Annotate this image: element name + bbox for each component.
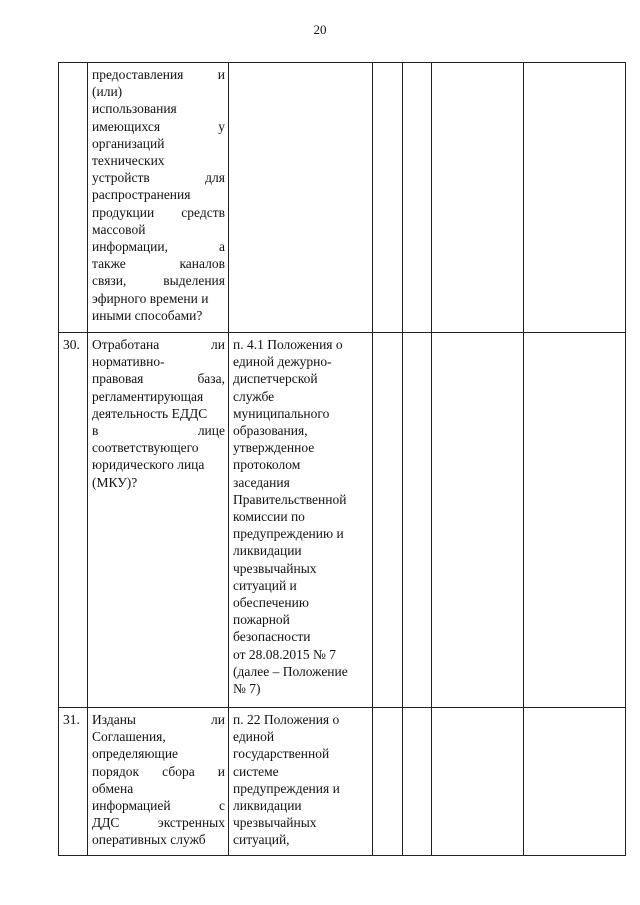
reference-line: государственной <box>233 746 330 762</box>
question-line <box>92 221 225 238</box>
reference-line: № 7) <box>233 681 261 697</box>
reference-cell <box>229 63 373 333</box>
question-word: соответствующего <box>92 440 199 456</box>
question-line <box>92 290 225 307</box>
question-line <box>92 152 225 169</box>
reference-line: ситуаций, <box>233 832 290 848</box>
question-word: (или) <box>92 84 123 100</box>
question-word: распространения <box>92 187 191 203</box>
checklist-table <box>58 62 626 856</box>
answer-no-cell <box>403 333 432 708</box>
question-cell <box>88 63 229 333</box>
answer-yes-cell <box>373 708 403 856</box>
question-word: массовой <box>92 221 146 237</box>
reference-line: заседания <box>233 474 290 490</box>
question-line <box>92 814 225 831</box>
question-word: а <box>219 239 225 255</box>
row-number: 31. <box>59 708 88 856</box>
reference-line: ситуаций и <box>233 577 297 593</box>
reference-line: службе <box>233 388 275 404</box>
reference-cell <box>229 708 373 856</box>
question-word: порядок <box>92 763 140 779</box>
question-line <box>92 711 225 728</box>
question-line <box>92 238 225 255</box>
reference-line: ликвидации <box>233 798 302 814</box>
table-row <box>59 333 626 708</box>
question-word: в <box>92 423 99 439</box>
question-word: средств <box>181 204 225 220</box>
question-word: также <box>92 256 126 272</box>
question-word: у <box>218 118 225 134</box>
reference-cell <box>229 333 373 708</box>
question-line <box>92 370 225 387</box>
comment-cell <box>524 708 626 856</box>
question-word: информацией <box>92 798 171 814</box>
question-line <box>92 388 225 405</box>
not-applicable-cell <box>432 333 524 708</box>
question-word: Соглашения, <box>92 729 166 745</box>
question-word: экстренных <box>157 815 225 831</box>
reference-line: муниципального <box>233 405 330 421</box>
question-line <box>92 83 225 100</box>
answer-yes-cell <box>373 333 403 708</box>
question-line <box>92 204 225 221</box>
question-word: иными способами? <box>92 307 203 323</box>
comment-cell <box>524 333 626 708</box>
question-word: Отработана <box>92 337 160 352</box>
reference-line: единой <box>233 729 275 745</box>
question-line <box>92 118 225 135</box>
reference-line: (далее – Положение <box>233 663 348 679</box>
question-word: устройств <box>92 170 150 186</box>
comment-cell <box>524 63 626 333</box>
reference-line: от 28.08.2015 № 7 <box>233 646 336 662</box>
question-word: выделения <box>163 273 225 289</box>
page-number: 20 <box>313 22 327 37</box>
question-word: ли <box>211 337 225 352</box>
reference-line: протоколом <box>233 457 301 473</box>
question-word: ли <box>211 712 225 727</box>
reference-line: Правительственной <box>233 491 347 507</box>
question-word: предоставления <box>92 67 184 82</box>
reference-line: чрезвычайных <box>233 815 317 831</box>
reference-line: п. 22 Положения о <box>233 712 340 727</box>
reference-line: комиссии по <box>233 509 305 525</box>
question-line <box>92 728 225 745</box>
row-number: 30. <box>59 333 88 708</box>
question-word: обмена <box>92 780 134 796</box>
question-word: деятельность ЕДДС <box>92 405 208 421</box>
question-line <box>92 100 225 117</box>
reference-line: п. 4.1 Положения о <box>233 337 343 352</box>
question-line <box>92 169 225 186</box>
answer-no-cell <box>403 63 432 333</box>
reference-line: предупреждения и <box>233 780 340 796</box>
question-word: лице <box>197 423 225 439</box>
question-word: регламентирующая <box>92 388 204 404</box>
question-line <box>92 422 225 439</box>
table-row <box>59 63 626 333</box>
not-applicable-cell <box>432 708 524 856</box>
question-word: сбора <box>162 763 195 779</box>
row-number <box>59 63 88 333</box>
question-word: имеющихся <box>92 118 161 134</box>
question-line <box>92 474 225 491</box>
question-word: использования <box>92 101 177 117</box>
question-line <box>92 745 225 762</box>
question-cell <box>88 333 229 708</box>
reference-line: предупреждению и <box>233 526 344 542</box>
question-line <box>92 797 225 814</box>
question-word: каналов <box>179 256 225 272</box>
question-word: технических <box>92 153 165 169</box>
reference-line: образования, <box>233 423 308 439</box>
answer-no-cell <box>403 708 432 856</box>
question-line <box>92 135 225 152</box>
reference-line: диспетчерской <box>233 371 318 387</box>
question-word: определяющие <box>92 746 179 762</box>
question-word: с <box>219 798 225 814</box>
question-line <box>92 763 225 780</box>
table-row <box>59 708 626 856</box>
question-line <box>92 66 225 83</box>
question-line <box>92 456 225 473</box>
question-line <box>92 336 225 353</box>
question-word: эфирного времени и <box>92 290 209 306</box>
question-cell <box>88 708 229 856</box>
question-word: связи, <box>92 273 127 289</box>
question-line <box>92 272 225 289</box>
question-word: и <box>217 763 225 779</box>
question-line <box>92 255 225 272</box>
reference-line: системе <box>233 763 279 779</box>
question-word: юридического лица <box>92 457 205 473</box>
question-word: правовая <box>92 371 144 387</box>
reference-line: чрезвычайных <box>233 560 317 576</box>
question-word: информации, <box>92 239 168 255</box>
question-word: Изданы <box>92 712 136 727</box>
question-word: и <box>217 67 225 82</box>
question-word: оперативных служб <box>92 832 206 848</box>
question-line <box>92 307 225 324</box>
question-line <box>92 353 225 370</box>
question-word: (МКУ)? <box>92 474 138 490</box>
reference-line: утвержденное <box>233 440 315 456</box>
question-line <box>92 831 225 848</box>
reference-line: обеспечению <box>233 595 309 611</box>
question-word: ДДС <box>92 815 120 831</box>
question-line <box>92 780 225 797</box>
not-applicable-cell <box>432 63 524 333</box>
question-line <box>92 439 225 456</box>
answer-yes-cell <box>373 63 403 333</box>
reference-line: безопасности <box>233 629 311 645</box>
question-word: продукции <box>92 204 155 220</box>
question-word: организаций <box>92 135 165 151</box>
reference-line: единой дежурно- <box>233 354 332 370</box>
reference-line: ликвидации <box>233 543 302 559</box>
question-word: нормативно- <box>92 354 165 370</box>
question-word: для <box>205 170 225 186</box>
reference-line: пожарной <box>233 612 290 628</box>
question-line <box>92 405 225 422</box>
question-line <box>92 186 225 203</box>
question-word: база, <box>197 371 225 387</box>
